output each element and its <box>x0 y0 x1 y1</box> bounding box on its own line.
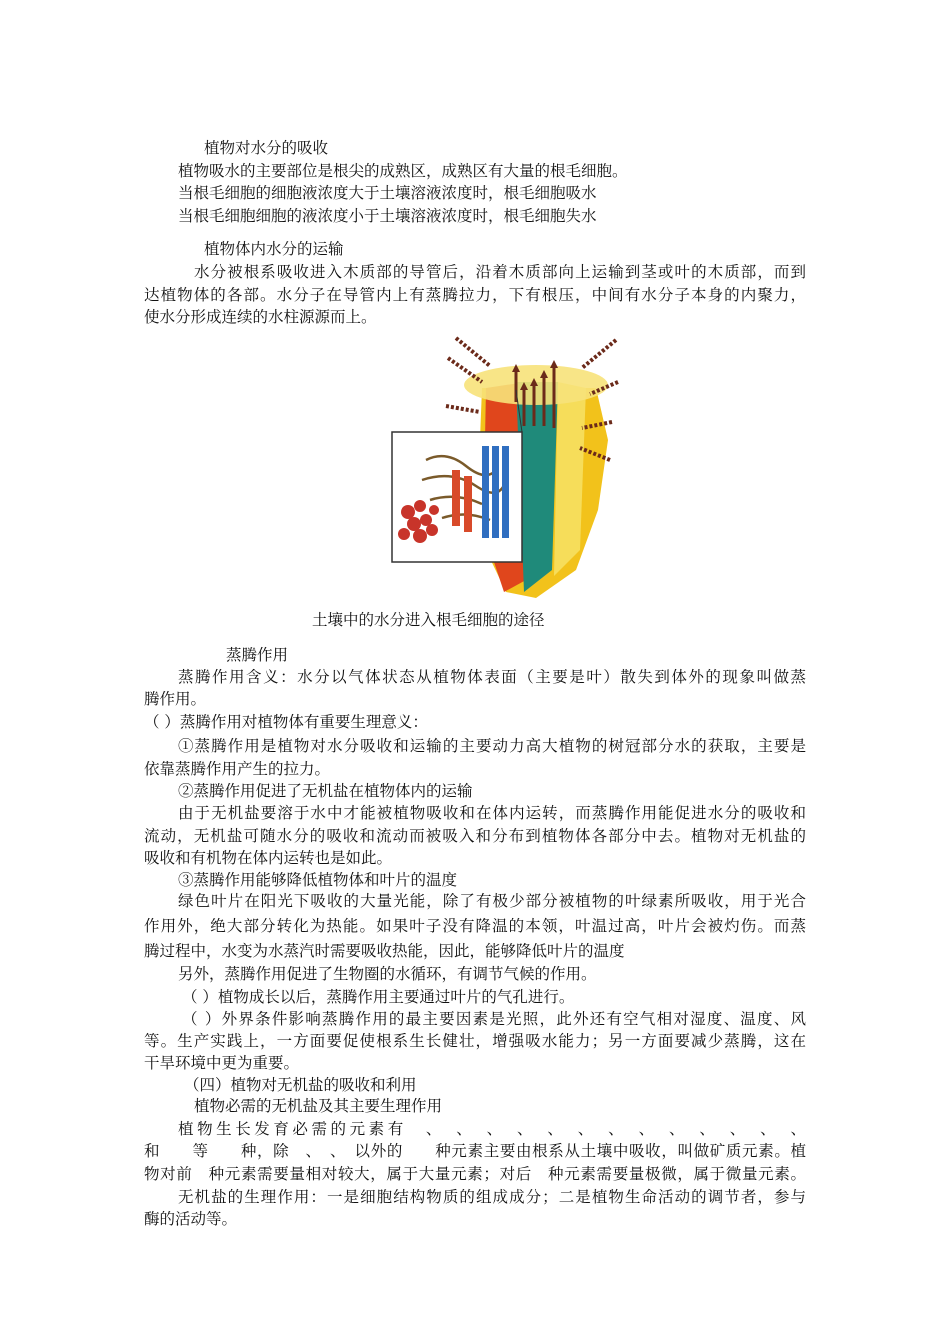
body-line: 作用外，绝大部分转化为热能。如果叶子没有降温的本领，叶温过高，叶片会被灼伤。而蒸 <box>144 917 806 935</box>
body-line: 物对前 种元素需要量相对较大，属于大量元素；对后 种元素需要量极微，属于微量元素。 <box>144 1165 806 1183</box>
body-line: 达植物体的各部。水分子在导管内上有蒸腾拉力，下有根压，中间有水分子本身的内聚力， <box>144 286 806 304</box>
subheading-essential-minerals: 植物必需的无机盐及其主要生理作用 <box>194 1097 443 1115</box>
section-heading-water-absorption: 植物对水分的吸收 <box>204 139 329 157</box>
body-line: 等。生产实践上，一方面要促使根系生长健壮，增强吸水能力；另一方面要减少蒸腾，这在 <box>144 1032 806 1050</box>
body-line: 无机盐的生理作用：一是细胞结构物质的组成成分；二是植物生命活动的调节者，参与 <box>178 1188 806 1206</box>
body-line: （ ）外界条件影响蒸腾作用的最主要因素是光照，此外还有空气相对湿度、温度、风 <box>182 1010 806 1028</box>
body-line: 水分被根系吸收进入木质部的导管后，沿着木质部向上运输到茎或叶的木质部，而到 <box>194 263 806 281</box>
body-line: 绿色叶片在阳光下吸收的大量光能，除了有极少部分被植物的叶绿素所吸收，用于光合 <box>178 892 806 910</box>
body-line: 植物生长发育必需的元素有 、 、 、 、 、 、 、 、 、 、 、 、 、 <box>178 1120 806 1138</box>
body-line: 酶的活动等。 <box>144 1210 238 1228</box>
body-line: 和 等 种，除 、 、 以外的 种元素主要由根系从土壤中吸收，叫做矿质元素。植 <box>144 1142 806 1160</box>
body-line: （ ）植物成长以后，蒸腾作用主要通过叶片的气孔进行。 <box>182 988 575 1006</box>
body-line: 使水分形成连续的水柱源源而上。 <box>144 308 377 326</box>
body-line: 蒸腾作用含义：水分以气体状态从植物体表面（主要是叶）散失到体外的现象叫做蒸 <box>178 668 806 686</box>
body-line: （ ）蒸腾作用对植物体有重要生理意义： <box>144 713 428 731</box>
body-line: 植物吸水的主要部位是根尖的成熟区，成熟区有大量的根毛细胞。 <box>178 162 628 180</box>
figure-caption: 土壤中的水分进入根毛细胞的途径 <box>312 611 545 629</box>
body-line: ③蒸腾作用能够降低植物体和叶片的温度 <box>178 871 458 889</box>
body-line: 流动，无机盐可随水分的吸收和流动而被吸入和分布到植物体各部分中去。植物对无机盐的 <box>144 827 806 845</box>
body-line: 由于无机盐要溶于水中才能被植物吸收和在体内运转，而蒸腾作用能促进水分的吸收和 <box>178 804 806 822</box>
body-line: 另外，蒸腾作用促进了生物圈的水循环，有调节气候的作用。 <box>178 965 597 983</box>
section-heading-water-transport: 植物体内水分的运输 <box>204 240 344 258</box>
body-line: 腾过程中，水变为水蒸汽时需要吸收热能，因此，能够降低叶片的温度 <box>144 942 625 960</box>
body-line: ①蒸腾作用是植物对水分吸收和运输的主要动力高大植物的树冠部分水的获取，主要是 <box>178 737 806 755</box>
body-line: ②蒸腾作用促进了无机盐在植物体内的运输 <box>178 782 473 800</box>
body-line: 干旱环境中更为重要。 <box>144 1054 300 1072</box>
section-heading-mineral-salts: （四）植物对无机盐的吸收和利用 <box>184 1076 417 1094</box>
section-heading-transpiration: 蒸腾作用 <box>226 646 289 664</box>
body-line: 依靠蒸腾作用产生的拉力。 <box>144 760 331 778</box>
body-line: 吸收和有机物在体内运转也是如此。 <box>144 849 393 867</box>
body-line: 当根毛细胞的细胞液浓度大于土壤溶液浓度时，根毛细胞吸水 <box>178 184 597 202</box>
body-line: 腾作用。 <box>144 690 207 708</box>
body-line: 当根毛细胞细胞的液浓度小于土壤溶液浓度时，根毛细胞失水 <box>178 207 597 225</box>
root-cross-section-illustration <box>386 330 632 600</box>
root-hair-water-path-figure <box>386 330 632 600</box>
